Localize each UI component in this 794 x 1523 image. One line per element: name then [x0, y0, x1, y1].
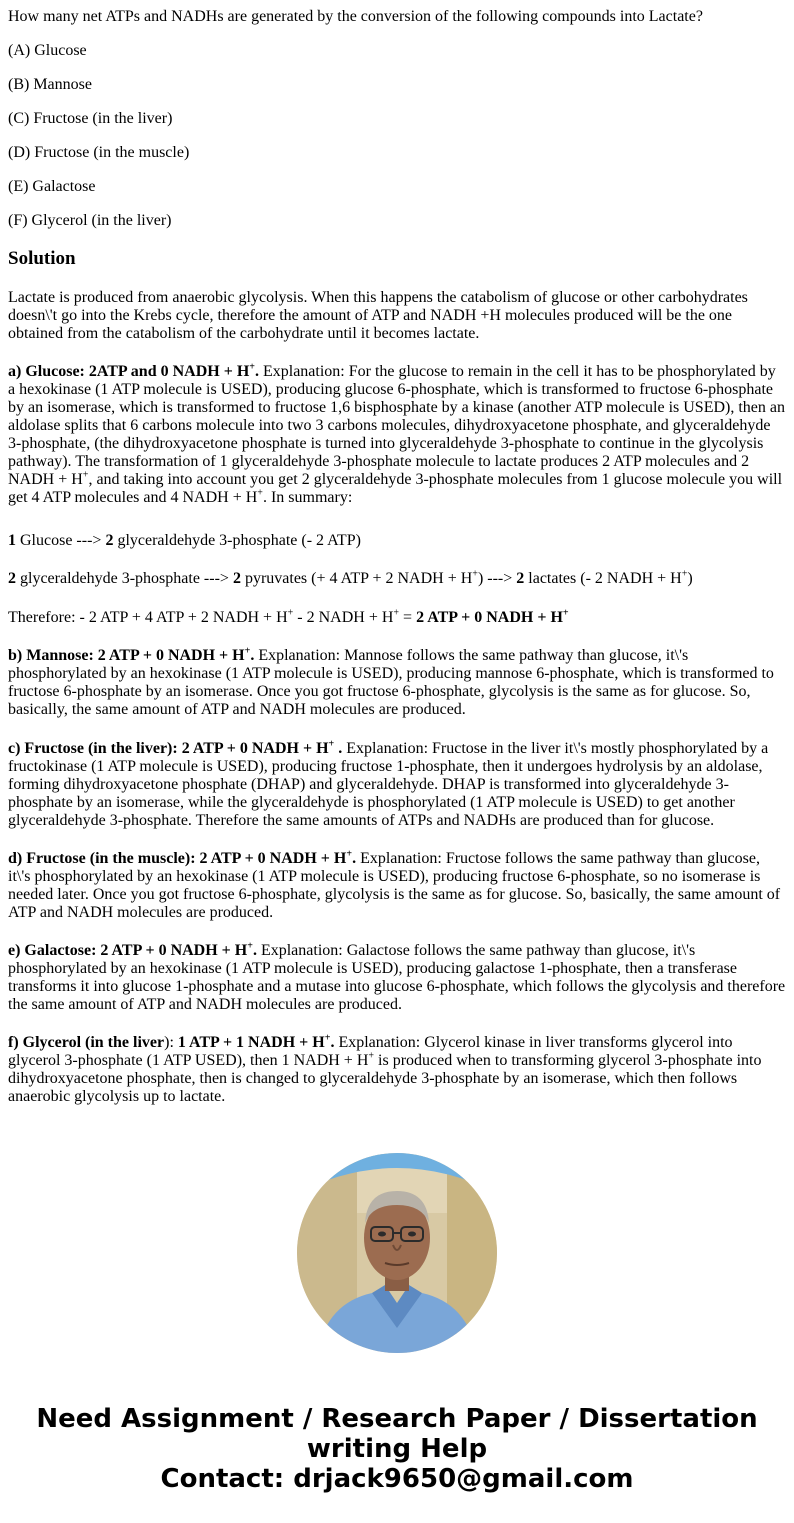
footer-banner — [0, 1404, 794, 1494]
option-a: (A) Glucose — [8, 42, 87, 59]
answer-a-label: a) Glucose: 2ATP and 0 NADH + H+. — [8, 361, 259, 380]
option-e: (E) Galactose — [8, 178, 96, 195]
answer-d-label: d) Fructose (in the muscle): 2 ATP + 0 NADH + H+. — [8, 848, 357, 867]
option-c: (C) Fructose (in the liver) — [8, 110, 173, 127]
question-prompt: How many net ATPs and NADHs are generated by the conversion of the following compounds into Lactate? — [8, 8, 703, 25]
answer-e-label: e) Galactose: 2 ATP + 0 NADH + H+. — [8, 940, 257, 959]
footer-line-2: writing Help — [306, 1434, 488, 1464]
answer-d: d) Fructose (in the muscle): 2 ATP + 0 NADH + H+. Explanation: Fructose follows the same pathway than glucose, it\'s phosphorylated by an hexokinase (1 ATP molecule is USED), producing fructose 6-phosphate, so no isomerase is needed later. Once you got fructose 6-phosphate, glycolysis is the same as for glucose. So, basically, the same amount of ATP and NADH molecules are produced. — [8, 848, 781, 921]
answer-a-text1: Explanation: For the glucose to remain in the cell it has to be phosphorylated by a hexokinase (1 ATP molecule is USED), producing glucose 6-phosphate, which is transformed to fructose 6-phosphate by an isomerase, which is transformed to fructose 1,6 bisphosphate by a kinase (another ATP molecule is USED), then an aldolase splits that 6 carbons molecule into two 3 carbons molecules, dihydroxyacetone phosphate, and glyceraldehyde 3-phosphate, (the dihydroxyacetone phosphate is turned into glyceraldehyde 3-phosphate to continue in the glycolysis pathway). The transformation of 1 glyceraldehyde 3-phosphate molecule to lactate produces 2 ATP molecules and 2 NADH + H — [8, 363, 786, 488]
answer-f-label: f) Glycerol (in the liver — [8, 1034, 165, 1051]
answer-c-label: c) Fructose (in the liver): 2 ATP + 0 NADH + H+ . — [8, 738, 343, 757]
answer-b: b) Mannose: 2 ATP + 0 NADH + H+. Explanation: Mannose follows the same pathway than glucose, it\'s phosphorylated by an hexokinase (1 ATP molecule is USED), producing mannose 6-phosphate, which is transformed to fructose 6-phosphate by an isomerase. Once you got fructose 6-phosphate, glycolysis is the same as for glucose. So, basically, the same amount of ATP and NADH molecules are produced. — [8, 645, 774, 718]
answer-e: e) Galactose: 2 ATP + 0 NADH + H+. Explanation: Galactose follows the same pathway than glucose, it\'s phosphorylated by an hexokinase (1 ATP molecule is USED), producing galactose 1-phosphate, then a transferase transforms it into glucose 1-phosphate and a mutase into glucose 6-phosphate, which follows the glycolysis and therefore the same amount of ATP and NADH molecules are produced. — [8, 940, 786, 1013]
summary-line-1: 1 Glucose ---> 2 glyceraldehyde 3-phosphate (- 2 ATP) — [8, 532, 361, 549]
answer-f: f) Glycerol (in the liver): 1 ATP + 1 NADH + H+. Explanation: Glycerol kinase in liver transforms glycerol into glycerol 3-phosphate (1 ATP USED), then 1 NADH + H+ is produced when to transforming glycerol 3-phosphate into dihydroxyacetone phosphate, then is changed to glyceraldehyde 3-phosphate by an isomerase, which then follows anaerobic glycolysis up to lactate. — [8, 1032, 762, 1105]
answer-c: c) Fructose (in the liver): 2 ATP + 0 NADH + H+ . Explanation: Fructose in the liver it\'s mostly phosphorylated by a fructokinase (1 ATP molecule is USED), producing fructose 1-phosphate, then it undergoes hydrolysis by an aldolase, forming dihydroxyacetone phosphate (DHAP) and glyceraldehyde. DHAP is transformed into glyceraldehyde 3-phosphate by an isomerase, while the glyceraldehyde is phosphorylated (1 ATP molecule is USED) to get another glyceraldehyde 3-phosphate. Therefore the same amounts of ATPs and NADHs are produced than for glucose. — [8, 738, 769, 829]
option-d: (D) Fructose (in the muscle) — [8, 144, 190, 161]
answer-a: a) Glucose: 2ATP and 0 NADH + H+. Explanation: For the glucose to remain in the cell it has to be phosphorylated by a hexokinase (1 ATP molecule is USED), producing glucose 6-phosphate, which is transformed to fructose 6-phosphate by an isomerase, which is transformed to fructose 1,6 bisphosphate by a kinase (another ATP molecule is USED), then an aldolase splits that 6 carbons molecule into two 3 carbons molecules, dihydroxyacetone phosphate, and glyceraldehyde 3-phosphate, (the dihydroxyacetone phosphate is turned into glyceraldehyde 3-phosphate to continue in the glycolysis pathway). The transformation of 1 glyceraldehyde 3-phosphate molecule to lactate produces 2 ATP molecules and 2 NADH + H+, and taking into account you get 2 glyceraldehyde 3-phosphate molecules from 1 glucose molecule you will get 4 ATP molecules and 4 NADH + H+. In summary: — [8, 361, 786, 506]
summary-line-2: 2 glyceraldehyde 3-phosphate ---> 2 pyruvates (+ 4 ATP + 2 NADH + H+) ---> 2 lactates (- 2 NADH + H+) — [8, 568, 693, 587]
option-b: (B) Mannose — [8, 76, 92, 93]
answer-b-label: b) Mannose: 2 ATP + 0 NADH + H+. — [8, 645, 255, 664]
summary-line-3: Therefore: - 2 ATP + 4 ATP + 2 NADH + H+ - 2 NADH + H+ = 2 ATP + 0 NADH + H+ — [8, 607, 569, 626]
author-portrait-image — [297, 1153, 497, 1353]
author-avatar — [297, 1153, 497, 1353]
solution-intro: Lactate is produced from anaerobic glycolysis. When this happens the catabolism of glucose or other carbohydrates doesn\'t go into the Krebs cycle, therefore the amount of ATP and NADH +H molecules produced will be the one obtained from the catabolism of the carbohydrate until it becomes lactate. — [8, 289, 748, 342]
footer-contact: Contact: drjack9650@gmail.com — [160, 1464, 634, 1494]
option-f: (F) Glycerol (in the liver) — [8, 212, 172, 229]
answer-a-text2: , and taking into account you get 2 glyceraldehyde 3-phosphate molecules from 1 glucose molecule you will get 4 ATP molecules and 4 NADH + H — [8, 471, 783, 506]
answer-a-text3: . In summary: — [262, 489, 353, 506]
footer-line-1: Need Assignment / Research Paper / Dissertation — [36, 1404, 758, 1434]
solution-heading: Solution — [8, 248, 76, 269]
